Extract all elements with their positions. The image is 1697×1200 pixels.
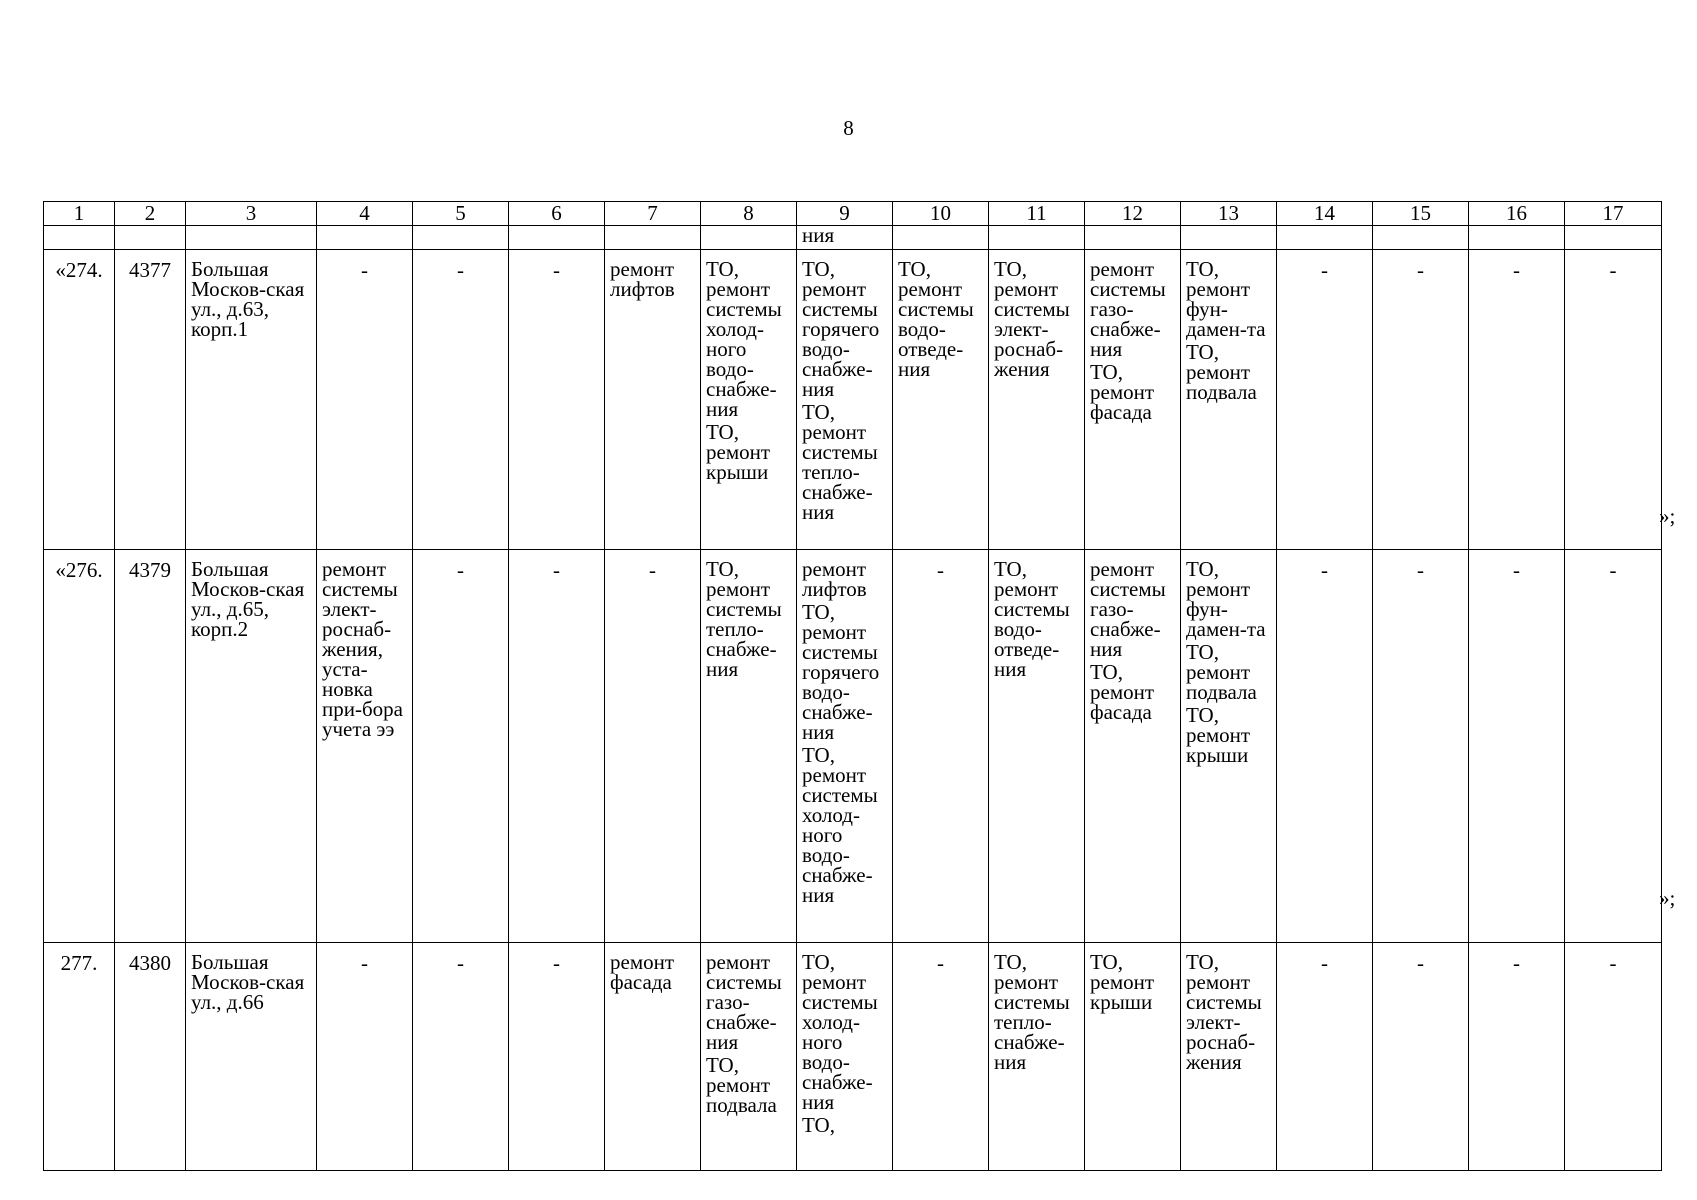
continuation-text bbox=[317, 223, 327, 247]
work-item: ТО, ремонт системы горячего водо-снабже-ния bbox=[802, 600, 880, 744]
continuation-cell bbox=[44, 226, 115, 250]
work-item: ТО, ремонт системы водо-отведе-ния bbox=[994, 557, 1070, 681]
work-cell bbox=[893, 550, 989, 943]
empty-mark: - bbox=[1513, 558, 1520, 582]
empty-mark: - bbox=[553, 558, 560, 582]
work-item: ТО, ремонт фасада bbox=[1090, 660, 1155, 724]
column-number: 1 bbox=[44, 202, 115, 226]
table-row bbox=[44, 943, 1662, 1171]
work-item: ТО, ремонт фун-дамен-та bbox=[1186, 257, 1266, 341]
address-text: Большая Москов-ская ул., д.65, корп.2 bbox=[191, 557, 305, 641]
work-item: ТО, bbox=[802, 1113, 835, 1137]
work-cell bbox=[893, 250, 989, 550]
work-cell bbox=[797, 250, 893, 550]
work-cell bbox=[509, 550, 605, 943]
continuation-cell bbox=[989, 226, 1085, 250]
empty-mark: - bbox=[1513, 258, 1520, 282]
column-number: 6 bbox=[509, 202, 605, 226]
work-cell bbox=[1181, 943, 1277, 1171]
work-cell bbox=[797, 943, 893, 1171]
continuation-text bbox=[1469, 223, 1479, 247]
work-item: ТО, ремонт системы холод-ного водо-снабже-ния bbox=[802, 743, 878, 907]
work-item: ТО, ремонт системы холод-ного водо-снабже-ния bbox=[706, 257, 782, 421]
empty-mark: - bbox=[1321, 258, 1328, 282]
empty-mark: - bbox=[361, 258, 368, 282]
empty-mark: - bbox=[361, 951, 368, 975]
work-cell bbox=[413, 550, 509, 943]
work-cell bbox=[317, 550, 413, 943]
continuation-cell bbox=[1181, 226, 1277, 250]
continuation-cell bbox=[701, 226, 797, 250]
row-index-cell: «274. bbox=[44, 250, 115, 550]
empty-mark: - bbox=[553, 258, 560, 282]
work-item: ремонт системы элект-роснаб-жения, уста-новка при-бора учета ээ bbox=[322, 557, 403, 741]
page-number: 8 bbox=[843, 116, 854, 140]
repair-schedule-table bbox=[43, 201, 1662, 1171]
work-item: ремонт лифтов bbox=[610, 257, 675, 301]
address-text: Большая Москов-ская ул., д.63, корп.1 bbox=[191, 257, 305, 341]
work-cell bbox=[1181, 550, 1277, 943]
building-code-cell: 4380 bbox=[115, 943, 186, 1171]
continuation-text bbox=[605, 223, 615, 247]
continuation-cell bbox=[1085, 226, 1181, 250]
continuation-text bbox=[44, 223, 54, 247]
work-cell bbox=[1373, 943, 1469, 1171]
continuation-text bbox=[413, 223, 423, 247]
work-cell bbox=[1085, 550, 1181, 943]
empty-mark: - bbox=[553, 951, 560, 975]
table-row bbox=[44, 250, 1662, 550]
work-cell bbox=[701, 550, 797, 943]
closing-quote: »; bbox=[1659, 886, 1676, 910]
empty-mark: - bbox=[1417, 558, 1424, 582]
address-text: Большая Москов-ская ул., д.66 bbox=[191, 950, 305, 1014]
work-cell bbox=[1469, 943, 1565, 1171]
continuation-text bbox=[1565, 223, 1575, 247]
work-item: ТО, ремонт системы холод-ного водо-снабже-ния bbox=[802, 950, 878, 1114]
work-item: ТО, ремонт крыши bbox=[1090, 950, 1155, 1014]
work-cell bbox=[1469, 550, 1565, 943]
row-index-cell: «276. bbox=[44, 550, 115, 943]
continuation-text bbox=[509, 223, 519, 247]
empty-mark: - bbox=[1609, 558, 1617, 582]
continuation-cell bbox=[1277, 226, 1373, 250]
empty-mark: - bbox=[1513, 951, 1520, 975]
column-number: 2 bbox=[115, 202, 186, 226]
continuation-text bbox=[1181, 223, 1191, 247]
work-cell bbox=[1565, 943, 1662, 1171]
work-item: ТО, ремонт фасада bbox=[1090, 360, 1155, 424]
continuation-text bbox=[1085, 223, 1095, 247]
work-item: ТО, ремонт крыши bbox=[1186, 703, 1251, 767]
work-item: ТО, ремонт крыши bbox=[706, 420, 771, 484]
work-cell bbox=[1277, 943, 1373, 1171]
work-cell bbox=[1085, 250, 1181, 550]
column-number: 12 bbox=[1085, 202, 1181, 226]
empty-mark: - bbox=[1609, 951, 1617, 975]
work-cell bbox=[797, 550, 893, 943]
work-cell bbox=[317, 250, 413, 550]
work-cell bbox=[1181, 250, 1277, 550]
work-cell bbox=[605, 943, 701, 1171]
empty-mark: - bbox=[457, 951, 464, 975]
work-cell bbox=[893, 943, 989, 1171]
column-number: 15 bbox=[1373, 202, 1469, 226]
work-item: ТО, ремонт подвала bbox=[1186, 340, 1257, 404]
address-cell bbox=[186, 250, 317, 550]
address-cell bbox=[186, 943, 317, 1171]
work-cell bbox=[509, 943, 605, 1171]
building-code-cell: 4379 bbox=[115, 550, 186, 943]
work-item: ТО, ремонт фун-дамен-та bbox=[1186, 557, 1266, 641]
continuation-cell bbox=[893, 226, 989, 250]
continuation-cell bbox=[186, 226, 317, 250]
column-number: 11 bbox=[989, 202, 1085, 226]
work-item: ТО, ремонт системы водо-отведе-ния bbox=[898, 257, 974, 381]
work-cell bbox=[1373, 250, 1469, 550]
work-item: ТО, ремонт системы элект-роснаб-жения bbox=[994, 257, 1070, 381]
work-cell bbox=[413, 250, 509, 550]
work-item: ремонт системы газо-снабже-ния bbox=[1090, 557, 1166, 661]
column-number: 3 bbox=[186, 202, 317, 226]
work-cell bbox=[1373, 550, 1469, 943]
continuation-text bbox=[115, 223, 125, 247]
continuation-text bbox=[989, 223, 999, 247]
table-row bbox=[44, 550, 1662, 943]
column-number-row bbox=[44, 202, 1662, 226]
continuation-cell bbox=[1373, 226, 1469, 250]
column-number: 13 bbox=[1181, 202, 1277, 226]
column-number: 14 bbox=[1277, 202, 1373, 226]
empty-mark: - bbox=[937, 558, 944, 582]
work-cell bbox=[509, 250, 605, 550]
column-number: 9 bbox=[797, 202, 893, 226]
empty-mark: - bbox=[1417, 258, 1424, 282]
continuation-text bbox=[1373, 223, 1383, 247]
continuation-cell bbox=[317, 226, 413, 250]
continuation-row bbox=[44, 226, 1662, 250]
work-cell bbox=[701, 943, 797, 1171]
work-cell bbox=[1277, 550, 1373, 943]
continuation-cell bbox=[509, 226, 605, 250]
work-cell bbox=[1085, 943, 1181, 1171]
work-cell bbox=[989, 943, 1085, 1171]
continuation-text bbox=[186, 223, 196, 247]
continuation-text bbox=[1277, 223, 1287, 247]
column-number: 16 bbox=[1469, 202, 1565, 226]
work-item: ремонт системы газо-снабже-ния bbox=[706, 950, 782, 1054]
continuation-cell bbox=[797, 223, 893, 250]
work-cell bbox=[989, 250, 1085, 550]
column-number: 7 bbox=[605, 202, 701, 226]
continuation-text bbox=[701, 223, 711, 247]
address-cell bbox=[186, 550, 317, 943]
column-number: 10 bbox=[893, 202, 989, 226]
work-item: ремонт лифтов bbox=[802, 557, 867, 601]
work-cell bbox=[605, 250, 701, 550]
empty-mark: - bbox=[1417, 951, 1424, 975]
column-number: 5 bbox=[413, 202, 509, 226]
work-cell bbox=[317, 943, 413, 1171]
work-item: ТО, ремонт системы тепло-снабже-ния bbox=[706, 557, 782, 681]
continuation-text bbox=[893, 223, 903, 247]
closing-quote: »; bbox=[1659, 504, 1676, 528]
empty-mark: - bbox=[937, 951, 944, 975]
continuation-cell bbox=[605, 226, 701, 250]
building-code-cell: 4377 bbox=[115, 250, 186, 550]
empty-mark: - bbox=[649, 558, 656, 582]
work-cell bbox=[1565, 250, 1662, 550]
work-item: ТО, ремонт системы горячего водо-снабже-ния bbox=[802, 257, 880, 401]
continuation-cell bbox=[115, 226, 186, 250]
empty-mark: - bbox=[1321, 558, 1328, 582]
work-item: ТО, ремонт системы элект-роснаб-жения bbox=[1186, 950, 1262, 1074]
continuation-text: ния bbox=[802, 223, 835, 247]
work-item: ТО, ремонт системы тепло-снабже-ния bbox=[802, 400, 878, 524]
column-number: 17 bbox=[1565, 202, 1662, 226]
continuation-cell bbox=[1469, 226, 1565, 250]
empty-mark: - bbox=[1321, 951, 1328, 975]
empty-mark: - bbox=[1609, 258, 1617, 282]
empty-mark: - bbox=[457, 258, 464, 282]
continuation-cell bbox=[413, 226, 509, 250]
work-cell bbox=[413, 943, 509, 1171]
work-item: ТО, ремонт системы тепло-снабже-ния bbox=[994, 950, 1070, 1074]
row-index-cell: 277. bbox=[44, 943, 115, 1171]
work-cell bbox=[1277, 250, 1373, 550]
empty-mark: - bbox=[457, 558, 464, 582]
work-cell bbox=[1469, 250, 1565, 550]
work-item: ремонт фасада bbox=[610, 950, 675, 994]
column-number: 8 bbox=[701, 202, 797, 226]
continuation-cell bbox=[1565, 226, 1662, 250]
work-item: ремонт системы газо-снабже-ния bbox=[1090, 257, 1166, 361]
work-item: ТО, ремонт подвала bbox=[1186, 640, 1257, 704]
column-number: 4 bbox=[317, 202, 413, 226]
work-cell bbox=[989, 550, 1085, 943]
work-cell bbox=[605, 550, 701, 943]
work-cell bbox=[1565, 550, 1662, 943]
work-cell bbox=[701, 250, 797, 550]
work-item: ТО, ремонт подвала bbox=[706, 1053, 777, 1117]
